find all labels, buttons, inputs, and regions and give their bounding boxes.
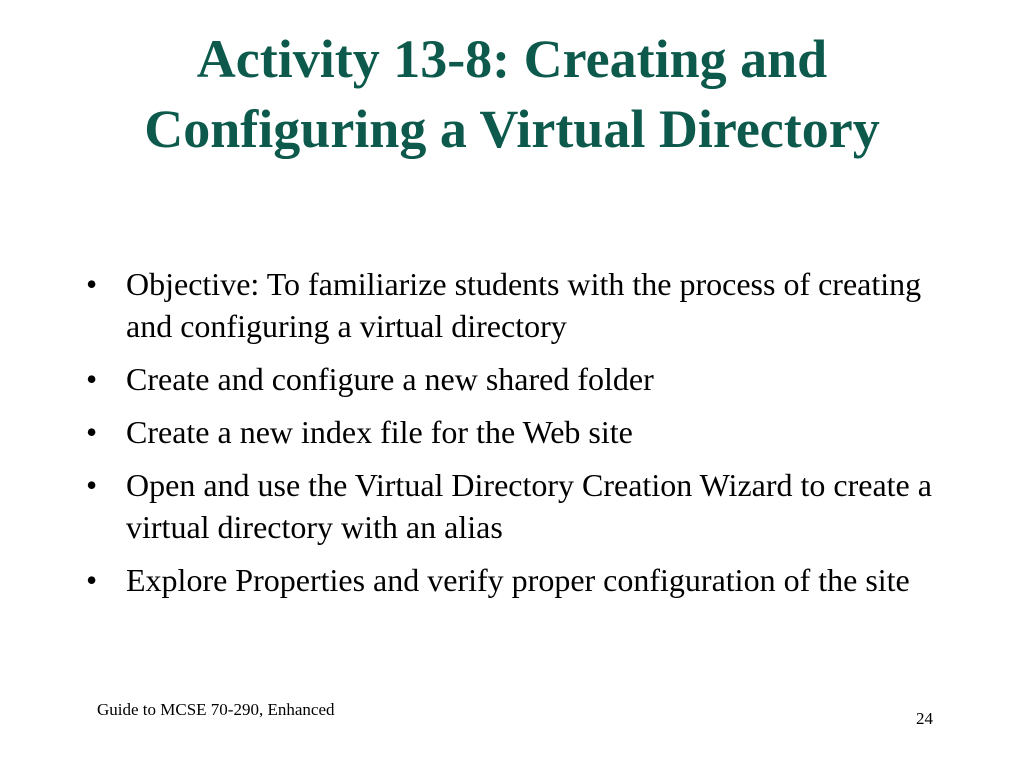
bullet-text: Create and configure a new shared folder [126, 361, 654, 397]
bullet-icon: • [86, 414, 98, 450]
bullet-list [86, 263, 966, 612]
bullet-text: Create a new index file for the Web site [126, 414, 633, 450]
bullet-text: Explore Properties and verify proper configuration of the site [126, 562, 910, 598]
bullet-icon: • [86, 266, 98, 302]
slide-title: Activity 13-8: Creating and Configuring a Virtual Directory [144, 29, 880, 159]
footer-text: Guide to MCSE 70-290, Enhanced [97, 700, 335, 719]
bullet-item-index-file [86, 411, 966, 453]
bullet-text: Open and use the Virtual Directory Creation Wizard to create a virtual directory with an alias [126, 467, 932, 545]
bullet-item-properties [86, 559, 966, 601]
bullet-item-objective [86, 263, 966, 347]
bullet-icon: • [86, 361, 98, 397]
bullet-icon: • [86, 562, 98, 598]
bullet-item-wizard [86, 464, 966, 548]
page-number: 24 [916, 709, 933, 728]
bullet-icon: • [86, 467, 98, 503]
bullet-text: Objective: To familiarize students with the process of creating and configuring a virtual directory [126, 266, 922, 344]
bullet-item-shared-folder [86, 358, 966, 400]
